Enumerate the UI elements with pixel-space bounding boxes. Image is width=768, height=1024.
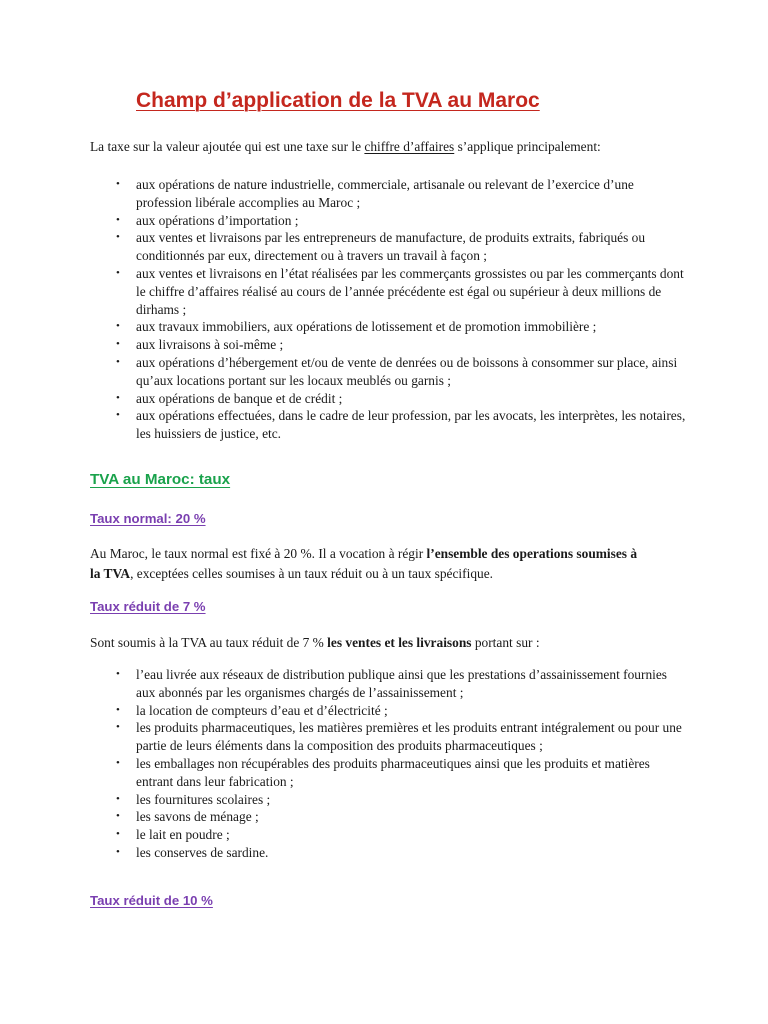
reduced-10-heading: Taux réduit de 10 % <box>90 893 213 908</box>
list-item: • aux opérations de nature industrielle, commerciale, artisanale ou relevant de l’exercice d’une profession libérale accomplies au Maroc ; <box>116 177 634 210</box>
bullet-icon: • <box>116 756 120 769</box>
list-item: • aux opérations d’hébergement et/ou de vente de denrées ou de boissons à consommer sur place, ainsi qu’aux locations portant sur les locaux meublés ou garnis ; <box>116 354 678 388</box>
reduced-7-heading: Taux réduit de 7 % <box>90 599 206 614</box>
bullet-icon: • <box>116 792 120 805</box>
page-title: Champ d’application de la TVA au Maroc <box>136 89 540 112</box>
bullet-icon: • <box>116 828 120 841</box>
list-item: • les produits pharmaceutiques, les matières premières et les produits entrant intégralement ou pour une partie de leurs éléments dans la composition des produits pharmaceutiques ; <box>116 720 682 754</box>
bullet-icon: • <box>116 391 120 404</box>
bullet-icon: • <box>116 409 120 422</box>
list-item: • aux livraisons à soi-même ; <box>116 337 284 353</box>
bullet-icon: • <box>116 721 120 734</box>
bullet-icon: • <box>116 338 120 351</box>
bullet-icon: • <box>116 668 120 680</box>
rates-heading: TVA au Maroc: taux <box>90 471 231 488</box>
reduced-7-emphasis: les ventes et les livraisons <box>327 635 472 650</box>
operations-list <box>116 176 686 443</box>
list-item: • les savons de ménage ; <box>116 809 259 825</box>
list-item: • l’eau livrée aux réseaux de distribution publique ainsi que les prestations d’assainissement fournies aux abonnés par les organismes chargés de l’assainissement ; <box>116 667 668 700</box>
list-item: • le lait en poudre ; <box>116 827 230 843</box>
reduced-7-paragraph: Sont soumis à la TVA au taux réduit de 7 % les ventes et les livraisons portant sur : <box>90 635 540 650</box>
bullet-icon: • <box>116 703 120 716</box>
intro-text-before: La taxe sur la valeur ajoutée qui est une taxe sur le <box>90 139 365 154</box>
list-item: • aux opérations effectuées, dans le cadre de leur profession, par les avocats, les interprètes, les notaires, les huissiers de justice, etc. <box>116 408 686 442</box>
list-item: • aux travaux immobiliers, aux opérations de lotissement et de promotion immobilière ; <box>116 319 597 335</box>
bullet-icon: • <box>116 178 120 190</box>
bullet-icon: • <box>116 810 120 823</box>
list-item: • aux opérations de banque et de crédit ; <box>116 390 343 406</box>
reduced-7-list <box>116 666 686 862</box>
bullet-icon: • <box>116 320 120 333</box>
bullet-icon: • <box>116 845 120 858</box>
normal-rate-paragraph: Au Maroc, le taux normal est fixé à 20 %. Il a vocation à régir l’ensemble des operations soumises à la TVA, exceptées celles soumises à un taux réduit ou à un taux spécifique. <box>90 546 638 581</box>
bullet-icon: • <box>116 231 120 244</box>
bullet-icon: • <box>116 355 120 368</box>
list-item: • les fournitures scolaires ; <box>116 791 271 807</box>
list-item: • aux ventes et livraisons par les entrepreneurs de manufacture, de produits extraits, fabriqués ou conditionnés par eux, directement ou à travers un travail à façon ; <box>116 230 646 264</box>
bullet-icon: • <box>116 213 120 226</box>
intro-paragraph <box>90 139 601 155</box>
intro-text-after: s’applique principalement: <box>454 139 601 154</box>
list-item: • aux ventes et livraisons en l’état réalisées par les commerçants grossistes ou par les commerçants dont le chiffre d’affaires réalisé au cours de l’année précédente est égal ou supérieur à deux millions de dirhams ; <box>116 265 684 317</box>
bullet-icon: • <box>116 266 120 279</box>
normal-rate-emphasis: l’ensemble des operations soumises à la TVA <box>90 546 638 581</box>
normal-rate-heading: Taux normal: 20 % <box>90 511 206 526</box>
list-item: • la location de compteurs d’eau et d’électricité ; <box>116 702 388 718</box>
list-item: • aux opérations d’importation ; <box>116 212 299 228</box>
chiffre-affaires-link[interactable]: chiffre d’affaires <box>364 139 455 154</box>
list-item: • les emballages non récupérables des produits pharmaceutiques ainsi que les produits et matières entrant dans leur fabrication ; <box>116 755 650 789</box>
list-item: • les conserves de sardine. <box>116 844 269 860</box>
